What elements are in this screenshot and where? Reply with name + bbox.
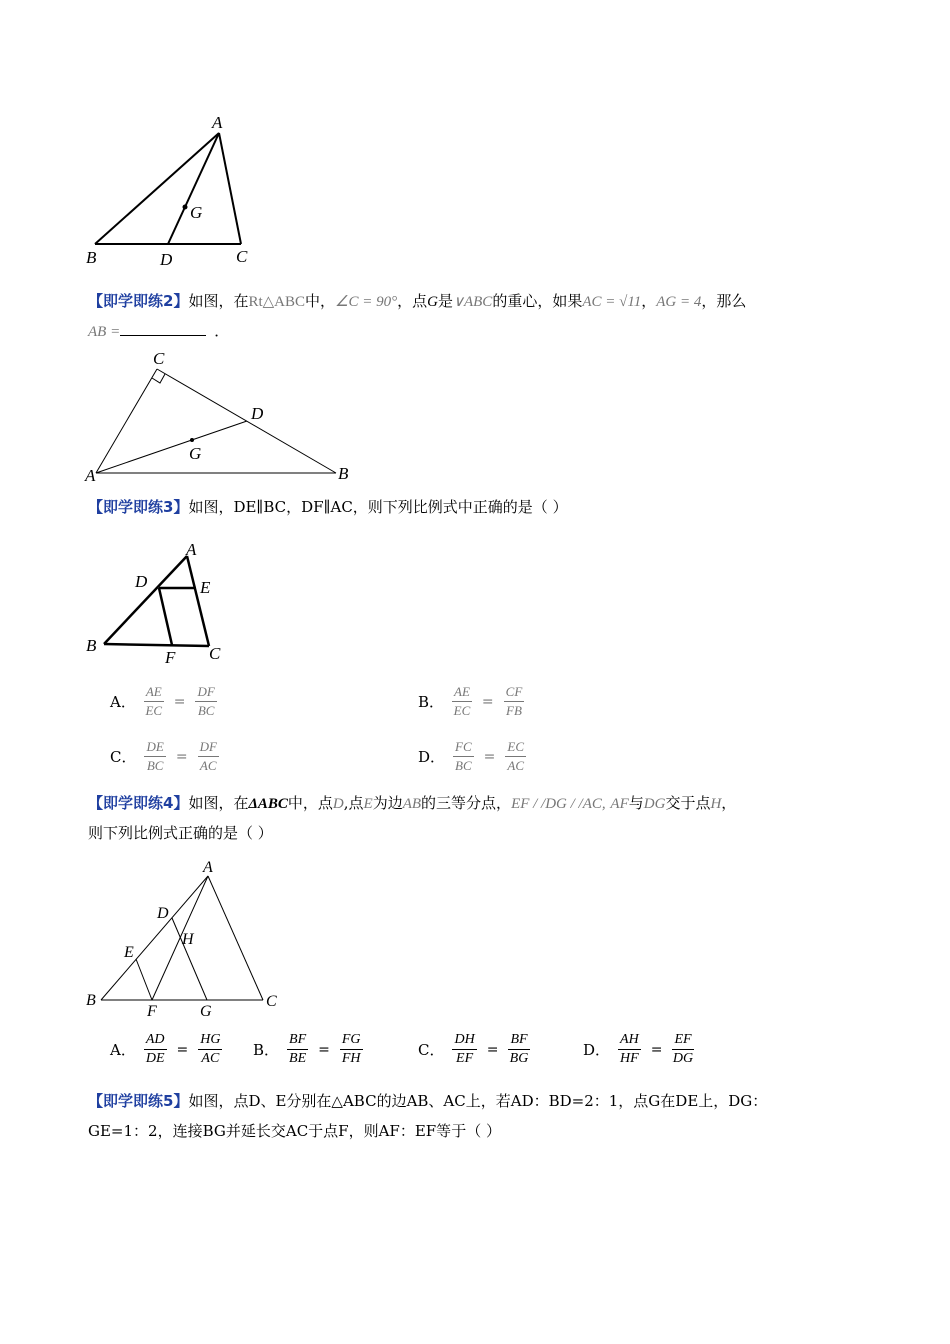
fig3-label-C: C [209,644,221,663]
q2-tag: 【即学即练2】 [88,292,189,310]
answer-blank[interactable] [120,321,206,336]
figure-1-triangle [80,108,260,270]
fig2-label-G: G [189,444,202,463]
fig3-label-F: F [165,648,176,667]
q3-stem: 【即学即练3】如图，DE∥BC，DF∥AC，则下列比例式中正确的是（ ） [88,498,568,516]
fig1-label-G: G [190,203,203,222]
q5-line-2: GE=1：2，连接BG并延长交AC于点F，则AF：EF等于（ ） [88,1122,501,1140]
fig4-label-C: C [266,993,277,1010]
q4-tag: 【即学即练4】 [88,794,189,812]
fig3-label-D: D [135,572,148,591]
q5-tag: 【即学即练5】 [88,1092,189,1110]
q5-line-1: 【即学即练5】如图，点D、E分别在△ABC的边AB、AC上，若AD：BD=2：1，点G在DE上，DG： [88,1092,768,1110]
fig4-label-E: E [124,944,134,961]
fig2-label-D: D [251,404,264,423]
q4-line-1: 【即学即练4】如图，在ΔABC中，点D,点E为边AB的三等分点，EF / /DG / /AC, AF与DG交于点H， [88,794,737,812]
fig1-label-D: D [160,250,173,269]
fig1-label-B: B [86,248,97,267]
q4-line-2: 则下列比例式正确的是（ ） [88,824,273,842]
fig4-label-B: B [86,992,96,1009]
fig1-label-C: C [236,247,248,266]
q2-line-1: 【即学即练2】如图，在Rt△ABC中，∠C = 90°，点G是∨ABC的重心，如果AC = √11，AG = 4，那么 [88,292,747,310]
q3-tag: 【即学即练3】 [88,498,189,516]
fig4-label-H: H [182,931,194,948]
q3-option-d[interactable]: D． $\frac{FC}{BC}$ = $\frac{EC}{AC}$ [418,739,525,773]
fig2-label-A: A [85,466,96,485]
fig3-label-A: A [186,540,197,559]
q4-option-d[interactable]: D． $\frac{AH}{HF}$ = $\frac{EF}{DG}$ [583,1032,694,1066]
fig1-label-A: A [212,113,223,132]
q4-option-a[interactable]: A． $\frac{AD}{DE}$ = $\frac{HG}{AC}$ [110,1032,221,1066]
figure-2-right-triangle [80,345,360,485]
q3-option-c[interactable]: C． $\frac{DE}{BC}$ = $\frac{DF}{AC}$ [110,739,217,773]
figure-4-triangle [80,852,290,1020]
fig4-label-A: A [203,859,213,876]
fig3-label-B: B [86,636,97,655]
fig4-label-G: G [200,1003,212,1020]
fig3-label-E: E [200,578,211,597]
q3-option-a[interactable]: A． $\frac{AE}{EC}$ = $\frac{DF}{BC}$ [110,684,215,718]
fig4-label-F: F [147,1003,157,1020]
fig2-label-B: B [338,464,349,483]
q4-option-b[interactable]: B． $\frac{BF}{BE}$ = $\frac{FG}{FH}$ [253,1032,361,1066]
q3-option-b[interactable]: B． $\frac{AE}{EC}$ = $\frac{CF}{FB}$ [418,684,523,718]
q2-line-2: AB = ． [88,322,230,340]
figure-3-parallelogram [80,535,230,670]
q4-option-c[interactable]: C． $\frac{DH}{EF}$ = $\frac{BF}{BG}$ [418,1032,529,1066]
fig2-label-C: C [153,349,165,368]
fig4-label-D: D [157,905,169,922]
